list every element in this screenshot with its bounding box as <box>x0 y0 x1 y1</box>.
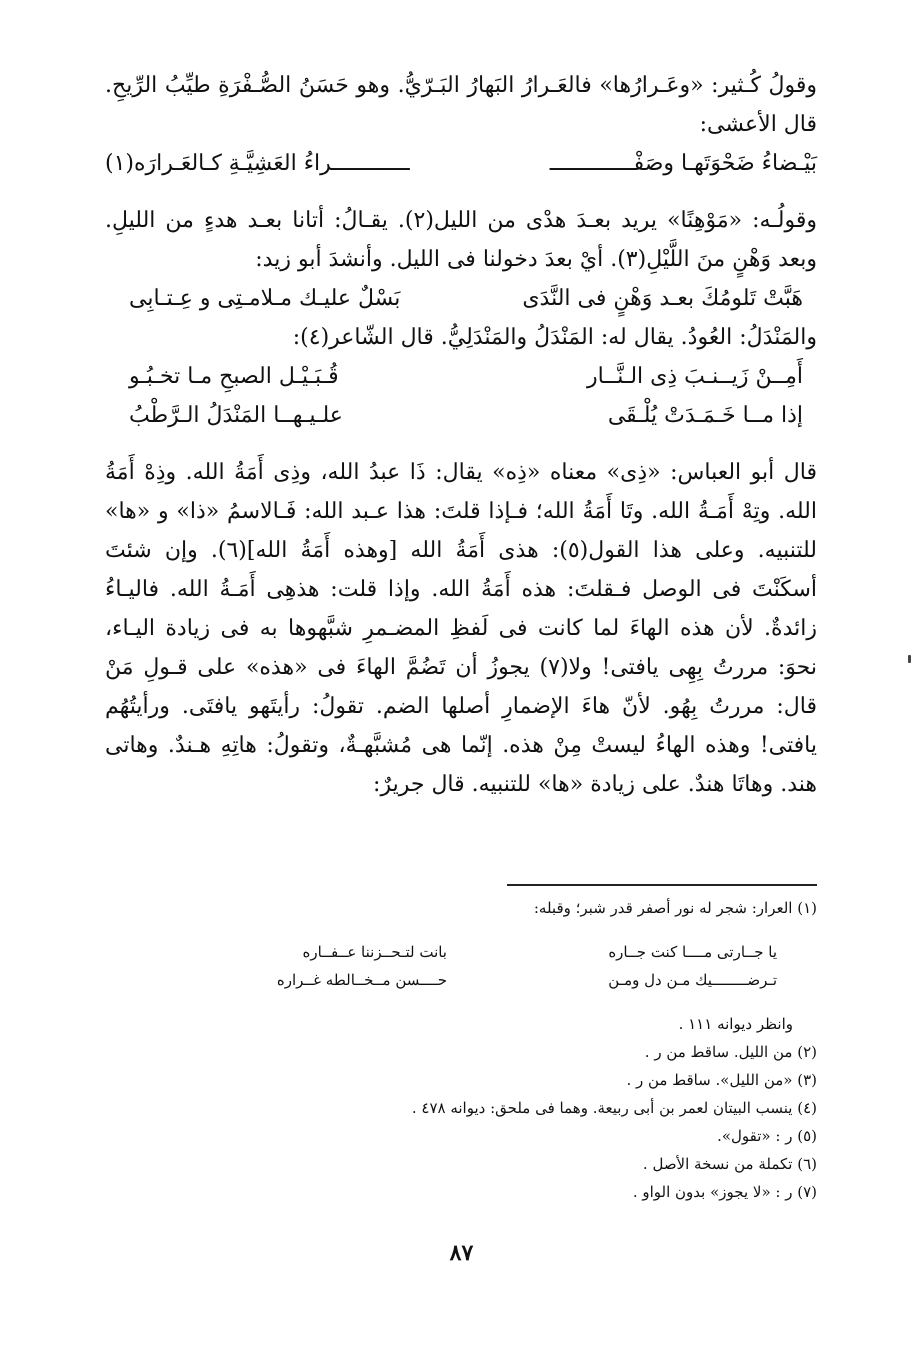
verse-hemistich-first: يا جــارتى مــــا كنت جــاره <box>608 943 777 961</box>
scan-speck <box>908 655 911 663</box>
footnote-6: (٦) تكملة من نسخة الأصل . <box>642 1155 817 1173</box>
paragraph-abu-al-abbas: قال أبو العباس: «ذِى» معناه «ذِه» يقال: ذَا عبدُ الله، وذِى أَمَةُ الله. وذِهْ أَمَةُ الله. وتِهْ أَمَـةُ الله. وتَا أَمَةُ الله؛ فـإذا قلتَ: هذا عـبد الله: فَـالاسمُ «ذا» و «ها» للتنبيه. وعلى هذا القول(٥): هذى أَمَةُ الله [وهذه أَمَةُ الله](٦). وإن شئتَ أسكَنْتَ فى الوصل فـقلتَ: هذه أَمَةُ الله. وإذا قلت: هذهِى أَمَـةُ الله. فاليـاءُ زائدةٌ. لأن هذه الهاءَ لما كانت فى لَفظِ المضـمرِ شبَّهوها به فى زيادة اليـاء، نحوَ: مررتُ بِهِى يافتى! ولا(٧) يجوزُ أن تَضُمَّ الهاءَ فى «هذه» على قـولِ مَنْ قال: مررتُ بِهُو. لأنّ هاءَ الإضمارِ أصلها الضم. تقولُ: رأيتَهو يافتَى. ورأيتُهُم يافتى! وهذه الهاءُ ليستْ مِنْ هذه. إنّما هى مُشبَّهـةٌ، وتقولُ: هاتِهِ هـندٌ. وهاتى هند. وهاتَا هندٌ. على زيادة «ها» للتنبيه. قال جريرٌ: <box>105 460 817 797</box>
verse-hemistich-second: قُـبَـيْـل الصبحِ مـا تخـبُـو <box>129 364 339 389</box>
footnote-7: (٧) ر : «لا يجوز» بدون الواو . <box>632 1183 817 1201</box>
verse-hemistich-second: ــــــــــــراءُ العَشِيَّـةِ كـالعَـرارَه(١) <box>105 151 410 176</box>
verse-hemistich-second: علـيـهــا المَنْدَلُ الـرَّطْبُ <box>129 403 343 428</box>
verse-hemistich-first: بَيْـضاءُ ضَحْوَتَهـا وصَفْـــــــــــــ <box>549 151 817 176</box>
verse-hemistich-first: هَبَّتْ تَلومُكَ بعـد وَهْنٍ فى النَّدَى <box>522 286 803 311</box>
footnote-1-verse-1 <box>105 938 817 966</box>
paragraph-mawhinan: وقولُـه: «مَوْهِنًا» يريد بعـدَ هدْى من الليل(٢). يقـالُ: أتانا بعـد هدءٍ من الليلِ. وبعد وَهْنٍ منَ اللَّيْلِ(٣). أيْ بعدَ دخولنا فى الليل. وأنشدَ أبو زيد: <box>105 208 817 272</box>
footnote-5: (٥) ر : «تقول». <box>717 1127 817 1145</box>
page-number: ٨٧ <box>449 1240 474 1266</box>
footnote-1-tail: وانظر ديوانه ١١١ . <box>678 1015 793 1033</box>
verse-asha <box>105 144 817 183</box>
verse-hemistich-first: أَمِــنْ زَيــنـبَ ذِى الـنَّــار <box>587 364 803 389</box>
verse-poet-line-1 <box>105 357 817 396</box>
verse-hemistich-first: تـرضــــــــيك مـن دل ومـن <box>608 971 777 989</box>
verse-hemistich-second: بانت لتـحــزننا عــفــاره <box>302 943 447 961</box>
verse-hemistich-first: إذا مــا خَـمَـدَتْ يُلْـقَى <box>607 403 803 428</box>
footnote-4: (٤) ينسب البيتان لعمر بن أبى ربيعة. وهما فى ملحق: ديوانه ٤٧٨ . <box>411 1099 817 1117</box>
verse-abu-zayd <box>105 279 817 318</box>
footnote-separator <box>507 884 817 886</box>
main-text <box>105 66 817 804</box>
footnotes <box>105 894 817 1206</box>
paragraph-mandal: والمَنْدَلُ: العُودُ. يقال له: المَنْدَلُ والمَنْدَلِيُّ. قال الشّاعر(٤): <box>292 325 817 350</box>
verse-poet-line-2 <box>105 396 817 435</box>
footnote-2: (٢) من الليل. ساقط من ر . <box>644 1043 817 1061</box>
footnote-3: (٣) «من الليل». ساقط من ر . <box>626 1071 817 1089</box>
footnote-1-verse-2 <box>105 966 817 994</box>
footnote-1: (١) العرار: شجر له نور أصفر قدر شبر؛ وقبله: <box>533 899 817 917</box>
verse-hemistich-second: بَسْلٌ عليـك مـلامـتِى و عِـتـابِى <box>129 286 401 311</box>
paragraph-kuthayyir: وقولُ كُـثير: «وعَـرارُها» فالعَـرارُ البَهارُ البَـرّيُّ. وهو حَسَنُ الصُّـفْرَةِ طيِّبُ الرِّيحِ. قال الأعشى: <box>105 73 817 137</box>
verse-hemistich-second: حــــسن مــخــالطه غــراره <box>276 971 447 989</box>
